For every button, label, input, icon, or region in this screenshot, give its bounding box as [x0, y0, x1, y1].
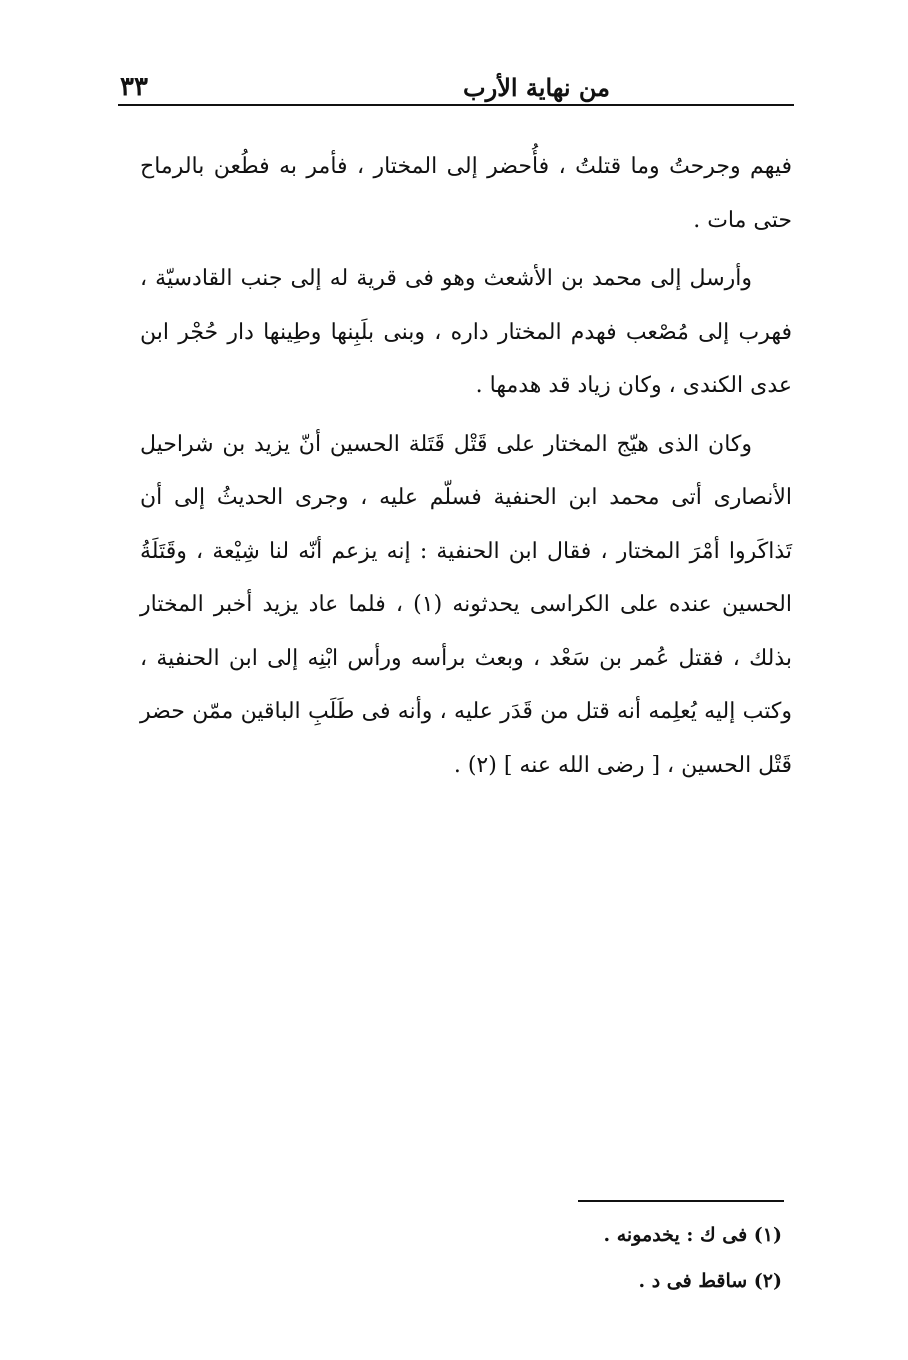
footnote-1: (١) فى ك : يخدمونه . — [603, 1224, 782, 1246]
page-header — [120, 62, 790, 102]
footnote-rule — [578, 1200, 784, 1202]
paragraph-3: وكان الذى هيّج المختار على قَتْل قَتَلة الحسين أنّ يزيد بن شراحيل الأنصارى أتى محمد ابن الحنفية فسلّم عليه ، وجرى الحديثُ إلى أن تَذاكَروا أمْرَ المختار ، فقال ابن الحنفية : إنه يزعم أنّه لنا شِيْعة ، وقَتَلَةُ الحسين عنده على الكراسى يحدثونه (١) ، فلما عاد يزيد أخبر المختار بذلك ، فقتل عُمر بن سَعْد ، وبعث برأسه ورأس ابْنِه إلى ابن الحنفية ، وكتب إليه يُعلِمه أنه قتل من قَدَر عليه ، وأنه فى طَلَبِ الباقين ممّن حضر قَتْل الحسين ، [ رضى الله عنه ] (٢) . — [140, 431, 792, 778]
paragraph-2: وأرسل إلى محمد بن الأشعث وهو فى قرية له إلى جنب القادسيّة ، فهرب إلى مُصْعب فهدم المختار داره ، وبنى بلَبِنها وطِينها دار حُجْر ابن عدى الكندى ، وكان زياد قد هدمها . — [140, 266, 792, 398]
page-number: ٣٣ — [120, 72, 148, 102]
header-rule — [118, 104, 794, 106]
footnote-2: (٢) ساقط فى د . — [638, 1270, 782, 1292]
footnotes — [420, 1212, 782, 1304]
main-text — [140, 140, 792, 797]
paragraph-1: فيهم وجرحتُ وما قتلتُ ، فأُحضر إلى المختار ، فأمر به فطُعن بالرماح حتى مات . — [140, 154, 792, 233]
running-title: من نهاية الأرب — [463, 73, 610, 102]
